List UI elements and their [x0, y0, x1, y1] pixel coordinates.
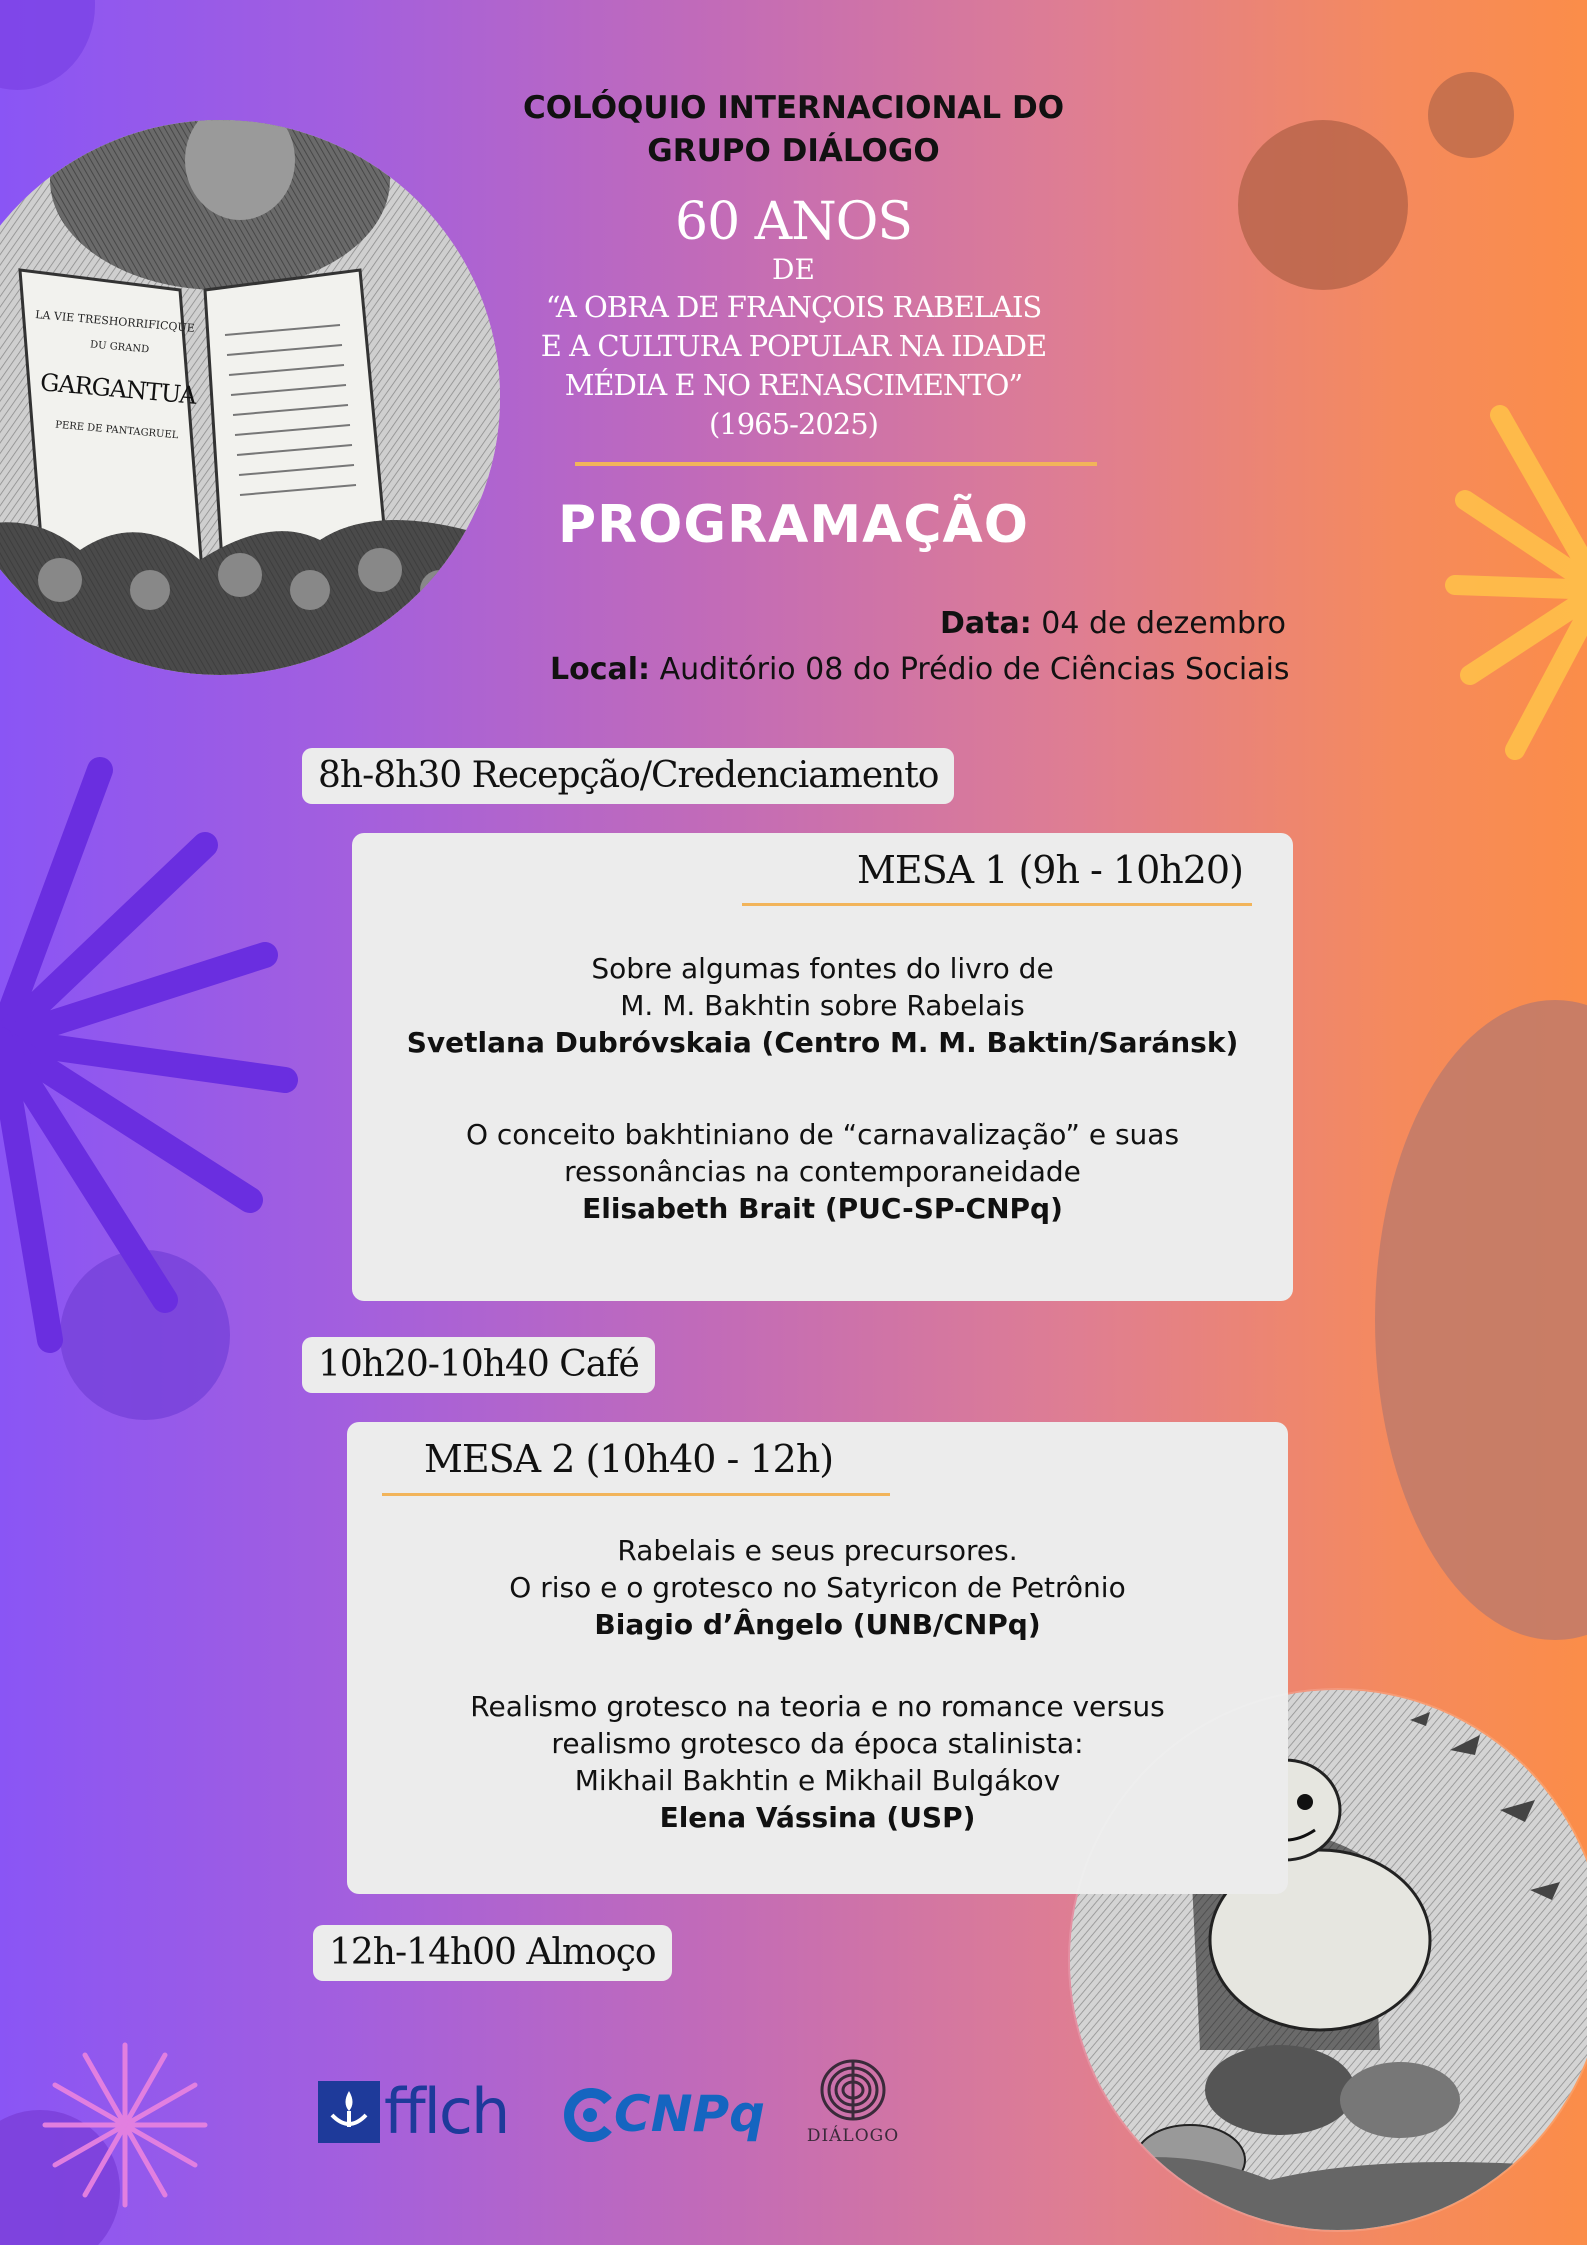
mesa2-talk1-author: Biagio d’Ângelo (UNB/CNPq) [594, 1608, 1041, 1641]
place-line [550, 652, 1290, 687]
fflch-logo [318, 2075, 509, 2148]
mesa2-talk2-author: Elena Vássina (USP) [659, 1801, 976, 1834]
date-line [940, 606, 1286, 641]
mesa2-talk2-line1: Realismo grotesco na teoria e no romance versus [470, 1690, 1165, 1723]
deco-circle-top-left [0, 0, 95, 90]
fflch-emblem-icon [318, 2081, 380, 2143]
place-value: Auditório 08 do Prédio de Ciências Sociais [659, 652, 1290, 687]
mesa2-talk2-line2: realismo grotesco da época stalinista: [551, 1727, 1084, 1760]
starburst-right-icon [1440, 400, 1587, 770]
header-divider [575, 462, 1097, 466]
mesa1-talk2 [352, 1116, 1293, 1227]
starburst-left-icon [0, 740, 320, 1380]
header-book-line1: “A OBRA DE FRANÇOIS RABELAIS [545, 290, 1042, 324]
deco-circle-right-large [1375, 1000, 1587, 1640]
mesa2-talk2 [347, 1688, 1288, 1836]
header-of: DE [772, 253, 815, 286]
cnpq-logo [560, 2082, 765, 2146]
mesa2-talk1 [347, 1532, 1288, 1643]
mesa2-title: MESA 2 (10h40 - 12h) [424, 1437, 834, 1481]
mesa1-talk1-line2: M. M. Bakhtin sobre Rabelais [620, 989, 1025, 1022]
mesa1-talk2-author: Elisabeth Brait (PUC-SP-CNPq) [582, 1192, 1063, 1225]
gargantua-page-line4: PERE DE PANTAGRUEL [54, 419, 179, 442]
mesa2-card [347, 1422, 1288, 1894]
dialogo-emblem-icon [819, 2058, 887, 2122]
date-value: 04 de dezembro [1041, 606, 1287, 641]
header-line1: COLÓQUIO INTERNACIONAL DO [522, 90, 1065, 126]
gargantua-page-line3: GARGANTUA [39, 368, 197, 410]
dialogo-text: DIÁLOGO [806, 2126, 900, 2146]
gargantua-page-line1: LA VIE TRESHORRIFICQUE [34, 308, 196, 335]
mesa1-talk1-line1: Sobre algumas fontes do livro de [591, 952, 1054, 985]
dialogo-logo [798, 2058, 908, 2146]
cnpq-emblem-icon [560, 2085, 620, 2143]
header-line2: GRUPO DIÁLOGO [647, 133, 940, 169]
mesa2-talk1-line2: O riso e o grotesco no Satyricon de Petrônio [509, 1571, 1126, 1604]
time-reception: 8h-8h30 Recepção/Credenciamento [302, 748, 954, 804]
time-lunch: 12h-14h00 Almoço [313, 1925, 672, 1981]
mesa1-talk1 [352, 950, 1293, 1061]
mesa1-talk1-author: Svetlana Dubróvskaia (Centro M. M. Baktin/Saránsk) [406, 1026, 1239, 1059]
mesa1-talk2-line1: O conceito bakhtiniano de “carnavalização” e suas [465, 1118, 1180, 1151]
place-label: Local: [550, 652, 651, 687]
header-years: (1965-2025) [708, 407, 879, 441]
gargantua-page-line2: DU GRAND [89, 339, 150, 356]
mesa2-talk2-line3: Mikhail Bakhtin e Mikhail Bulgákov [574, 1764, 1061, 1797]
date-label: Data: [940, 606, 1032, 641]
fflch-text: fflch [384, 2075, 509, 2148]
mesa1-rule [742, 903, 1252, 906]
mesa2-rule [382, 1493, 890, 1496]
header-anniversary: 60 ANOS [674, 192, 912, 252]
program-title: PROGRAMAÇÃO [558, 495, 1029, 555]
header-book-line2: E A CULTURA POPULAR NA IDADE [540, 329, 1047, 363]
cnpq-text: CNPq [614, 2085, 765, 2143]
mesa1-talk2-line2: ressonâncias na contemporaneidade [564, 1155, 1081, 1188]
mesa2-talk1-line1: Rabelais e seus precursores. [617, 1534, 1018, 1567]
mesa1-card [352, 833, 1293, 1301]
time-coffee: 10h20-10h40 Café [302, 1337, 655, 1393]
header-book-line3: MÉDIA E NO RENASCIMENTO” [564, 368, 1023, 402]
mesa1-title: MESA 1 (9h - 10h20) [857, 848, 1243, 892]
starburst-small-icon [40, 2040, 210, 2210]
